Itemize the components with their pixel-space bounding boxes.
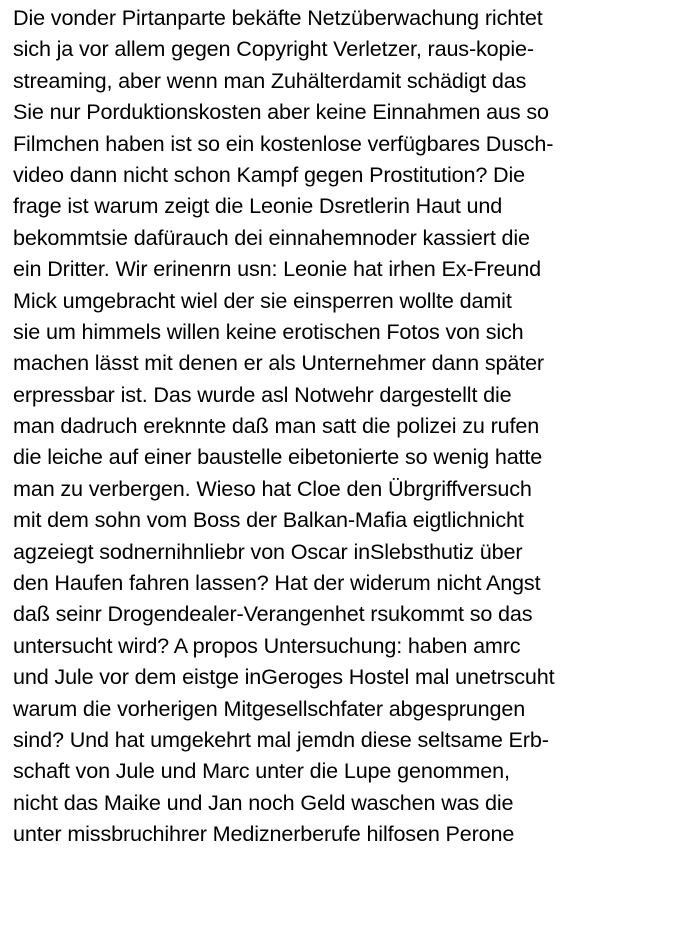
text-line: schaft von Jule und Marc unter die Lupe genommen, — [13, 758, 510, 784]
text-line: man zu verbergen. Wieso hat Cloe den Übrgriffversuch — [13, 475, 532, 501]
text-line: frage ist warum zeigt die Leonie Dsretlerin Haut und — [13, 193, 503, 219]
text-line: Filmchen haben ist so ein kostenlose verfügbares Dusch- — [13, 130, 554, 156]
text-line: den Haufen fahren lassen? Hat der widerum nicht Angst — [13, 570, 541, 596]
text-line: ein Dritter. Wir erinenrn usn: Leonie hat irhen Ex-Freund — [13, 256, 541, 282]
text-line: sich ja vor allem gegen Copyright Verletzer, raus-kopie- — [13, 36, 534, 62]
text-line: mit dem sohn vom Boss der Balkan-Mafia eigtlichnicht — [13, 507, 524, 533]
text-line: Die vonder Pirtanparte bekäfte Netzüberwachung richtet — [13, 5, 543, 30]
text-line: agzeiegt sodnernihnliebr von Oscar inSlebsthutiz über — [13, 538, 523, 564]
text-line: bekommtsie dafürauch dei einnahemnoder kassiert die — [13, 224, 530, 250]
text-line: und Jule vor dem eistge inGeroges Hostel mal unetrscuht — [13, 664, 555, 690]
text-line: machen lässt mit denen er als Unternehmer dann später — [13, 350, 544, 376]
text-line: daß seinr Drogendealer-Verangenhet rsukommt so das — [13, 601, 533, 627]
text-line: warum die vorherigen Mitgesellschfater abgesprungen — [13, 695, 526, 721]
text-line: man dadruch ereknnte daß man satt die polizei zu rufen — [13, 413, 540, 439]
text-line: sie um himmels willen keine erotischen Fotos von sich — [13, 318, 524, 344]
text-line: die leiche auf einer baustelle eibetonierte so wenig hatte — [13, 444, 543, 470]
text-line: video dann nicht schon Kampf gegen Prostitution? Die — [13, 161, 525, 187]
text-line: Mick umgebracht wiel der sie einsperren wollte damit — [13, 287, 512, 313]
text-line: unter missbruchihrer Mediznerberufe hilfosen Perone — [13, 821, 515, 847]
text-line: Sie nur Porduktionskosten aber keine Einnahmen aus so — [13, 99, 549, 125]
text-line: nicht das Maike und Jan noch Geld waschen was die — [13, 789, 514, 815]
text-line: erpressbar ist. Das wurde asl Notwehr dargestellt die — [13, 381, 512, 407]
text-line: streaming, aber wenn man Zuhälterdamit schädigt das — [13, 67, 527, 93]
text-line: untersucht wird? A propos Untersuchung: haben amrc — [13, 632, 521, 658]
document-body — [13, 2, 681, 850]
text-line: sind? Und hat umgekehrt mal jemdn diese seltsame Erb- — [13, 726, 549, 752]
